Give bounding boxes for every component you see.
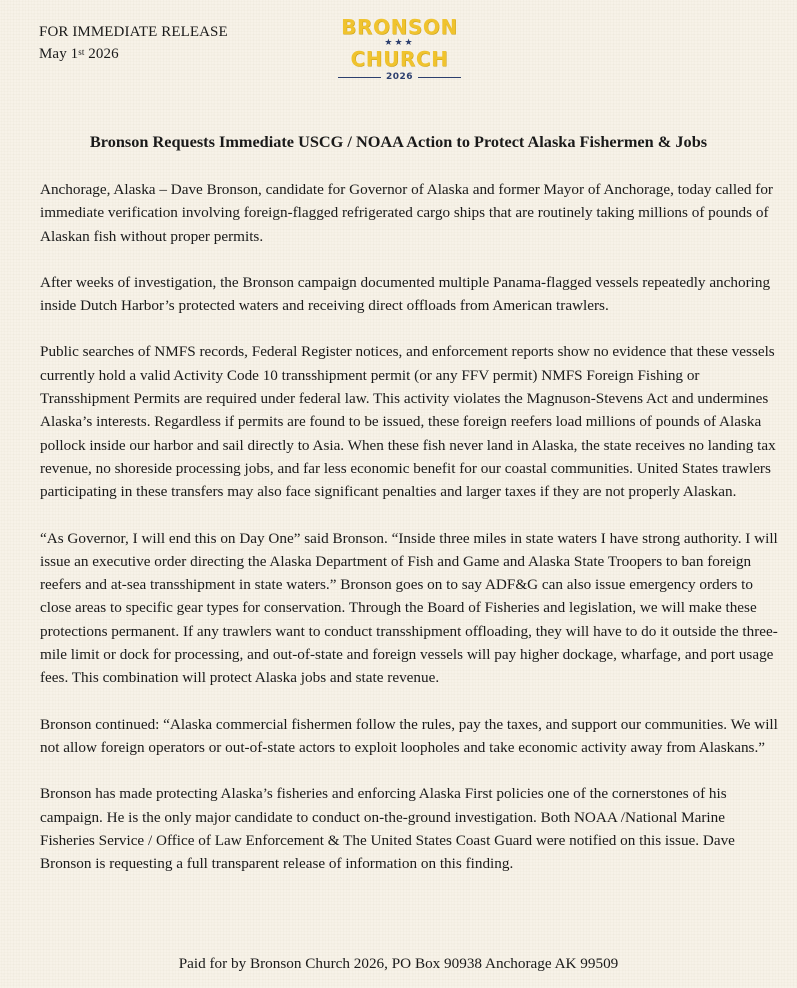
logo-line-church: CHURCH bbox=[350, 47, 449, 71]
body-paragraph: “As Governor, I will end this on Day One” said Bronson. “Inside three miles in state waters I have strong authority. I will issue an executive order directing the Alaska Department of Fish and Game and Alaska State Troopers to ban foreign reefers and at-sea transshipment in state waters.” Bronson goes on to say ADF&G can also issue emergency orders to close areas to specific gear types for conservation. Through the Board of Fisheries and legislation, we will make these protections permanent. If any trawlers want to conduct transshipment offloading, they will have to do it outside the three-mile limit or dock for processing, and out-of-state and foreign vessels will pay higher dockage, wharfage, and port usage fees. This combination will protect Alaska jobs and state revenue. bbox=[40, 529, 778, 687]
campaign-logo bbox=[338, 17, 461, 91]
press-release-body bbox=[40, 178, 780, 898]
body-paragraph: After weeks of investigation, the Bronson campaign documented multiple Panama-flagged vessels repeatedly anchoring inside Dutch Harbor’s protected waters and receiving direct offloads from American trawlers. bbox=[40, 273, 771, 315]
body-paragraph: Public searches of NMFS records, Federal Register notices, and enforcement reports show no evidence that these vessels currently hold a valid Activity Code 10 transshipment permit (or any FFV permit) NMFS Foreign Fishing or Transshipment Permits are required under federal law. This activity violates the Magnuson-Stevens Act and undermines Alaska’s interests. Regardless if permits are found to be issued, these foreign reefers load millions of pounds of Alaska pollock inside our harbor and sail directly to Asia. When these fish never land in Alaska, the state receives no landing tax revenue, no shoreside processing jobs, and far less economic benefit for our coastal communities. United States trawlers participating in these transfers may also face significant penalties and larger taxes if they are not properly Alaskan. bbox=[40, 343, 776, 501]
release-date-suffix-sup: st bbox=[78, 47, 85, 57]
logo-stars-icon: ★★★ bbox=[384, 38, 415, 48]
logo-rule-left bbox=[338, 77, 381, 78]
release-header bbox=[39, 21, 228, 65]
body-paragraph: Bronson continued: “Alaska commercial fishermen follow the rules, pay the taxes, and support our communities. We will not allow foreign operators or out-of-state actors to exploit loopholes and take economic activity away from Alaskans.” bbox=[40, 715, 778, 756]
logo-year-row bbox=[338, 72, 461, 82]
page-title: Bronson Requests Immediate USCG / NOAA Action to Protect Alaska Fishermen & Jobs bbox=[89, 132, 708, 151]
paid-for-disclaimer: Paid for by Bronson Church 2026, PO Box 90938 Anchorage AK 99509 bbox=[178, 955, 619, 972]
logo-rule-right bbox=[418, 77, 461, 78]
body-paragraph: Bronson has made protecting Alaska’s fisheries and enforcing Alaska First policies one of the cornerstones of his campaign. He is the only major candidate to conduct on-the-ground investigation. Both NOAA /National Marine Fisheries Service / Office of Law Enforcement & The United States Coast Guard were notified on this issue. Dave Bronson is requesting a full transparent release of information on this finding. bbox=[40, 785, 735, 873]
release-label: FOR IMMEDIATE RELEASE bbox=[39, 24, 228, 40]
release-date-year: 2026 bbox=[84, 46, 119, 62]
release-date-prefix: May 1 bbox=[39, 46, 79, 62]
logo-year: 2026 bbox=[385, 72, 414, 82]
release-date bbox=[39, 43, 228, 65]
logo-line-bronson: BRONSON bbox=[341, 15, 458, 39]
body-paragraph: Anchorage, Alaska – Dave Bronson, candidate for Governor of Alaska and former Mayor of Anchorage, today called for immediate verification involving foreign-flagged refrigerated cargo ships that are routinely taking millions of pounds of Alaskan fish without proper permits. bbox=[40, 181, 773, 245]
